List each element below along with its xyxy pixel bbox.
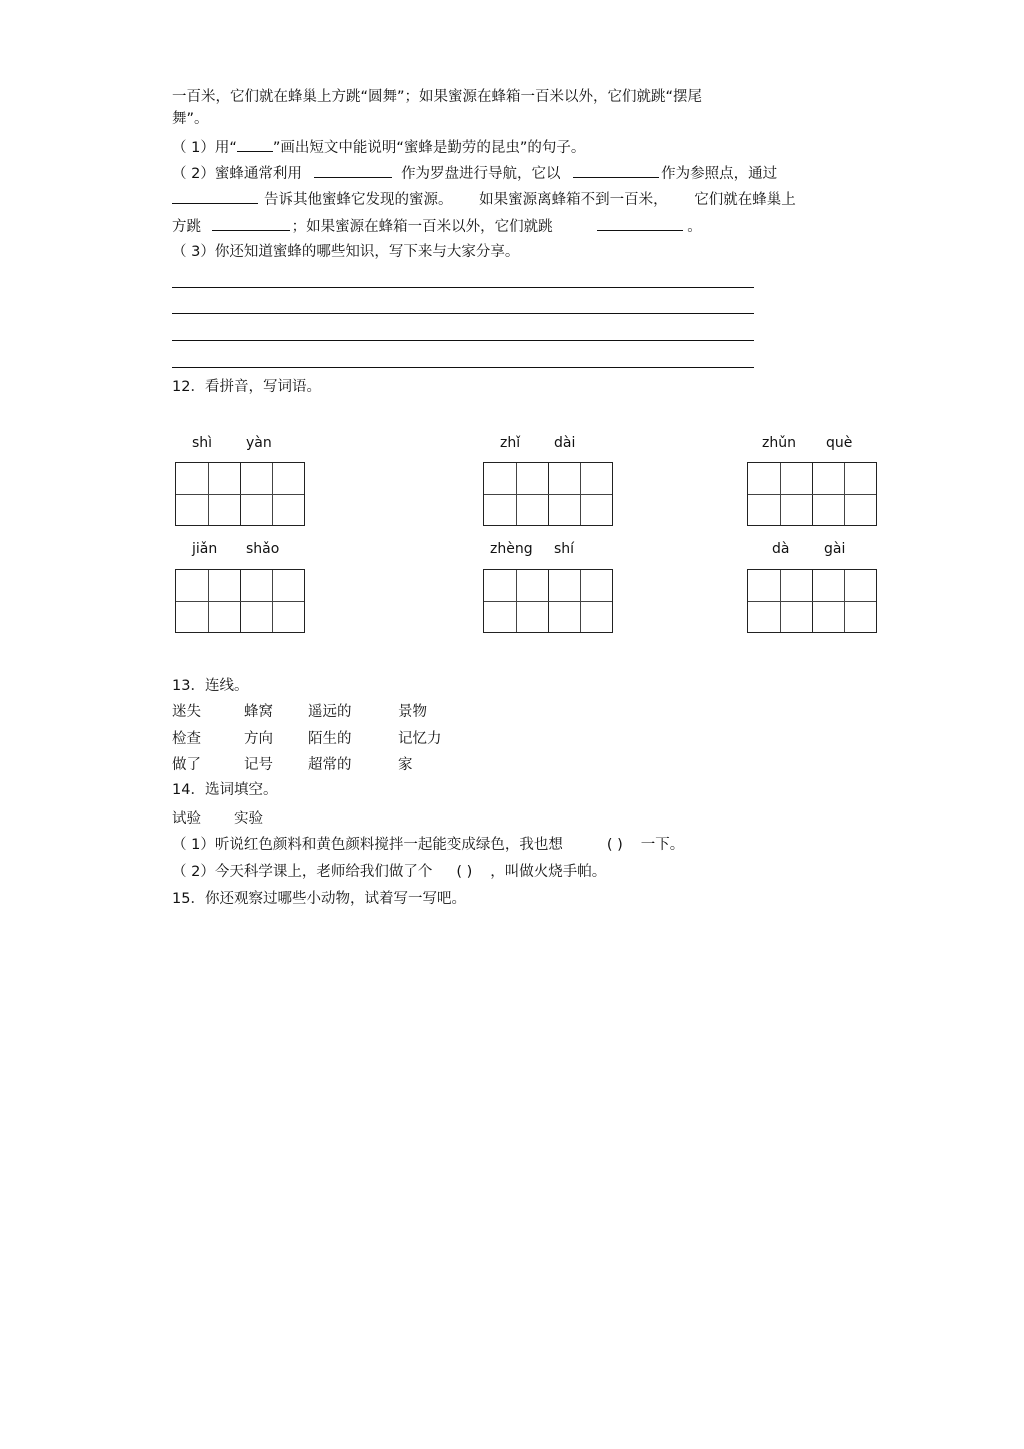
pinyin-label: zhǔn xyxy=(762,435,796,451)
answer-line-2[interactable] xyxy=(172,313,754,314)
q14-title: 14．选词填空。 xyxy=(172,782,278,798)
pinyin-label: shí xyxy=(554,541,575,557)
pinyin-label: què xyxy=(826,435,853,451)
answer-paren[interactable]: ( ) xyxy=(456,864,473,880)
q11-tail-dance-blank[interactable] xyxy=(597,216,683,231)
match-word[interactable]: 方向 xyxy=(244,731,273,747)
match-word[interactable]: 记号 xyxy=(244,757,273,773)
writing-grid-zhengshi[interactable] xyxy=(483,569,613,633)
match-word[interactable]: 记忆力 xyxy=(398,731,442,747)
match-word[interactable]: 做了 xyxy=(172,757,201,773)
writing-grid-shiyan[interactable] xyxy=(175,462,305,526)
answer-line-4[interactable] xyxy=(172,367,754,368)
q15-title: 15．你还观察过哪些小动物，试着写一写吧。 xyxy=(172,891,466,907)
passage-line-1: 一百米，它们就在蜂巢上方跳“圆舞”；如果蜜源在蜂箱一百米以外，它们就跳“摆尾 xyxy=(172,89,703,105)
q12-title: 12．看拼音，写词语。 xyxy=(172,379,321,395)
pinyin-label: zhǐ xyxy=(500,435,521,451)
match-word[interactable]: 陌生的 xyxy=(308,731,352,747)
pinyin-label: jiǎn xyxy=(192,541,218,557)
pinyin-label: dà xyxy=(772,541,790,557)
pinyin-label: shì xyxy=(192,435,213,451)
q14-sentence-2: （ 2）今天科学课上，老师给我们做了个 ( ) ，叫做火烧手帕。 xyxy=(172,864,607,880)
answer-line-3[interactable] xyxy=(172,340,754,341)
q14-sentence-1: （ 1）听说红色颜料和黄色颜料搅拌一起能变成绿色，我也想 ( ) 一下。 xyxy=(172,837,685,853)
q11-part2-line1: （ 2）蜜蜂通常利用 作为罗盘进行导航，它以 作为参照点，通过 xyxy=(172,163,777,183)
choice-word: 实验 xyxy=(234,811,263,827)
choice-word: 试验 xyxy=(172,811,201,827)
pinyin-label: dài xyxy=(554,435,576,451)
passage-line-2: 舞”。 xyxy=(172,111,209,127)
match-word[interactable]: 超常的 xyxy=(308,757,352,773)
pinyin-label: shǎo xyxy=(246,541,280,557)
q11-part2-line3: 方跳 ；如果蜜源在蜂箱一百米以外，它们就跳 。 xyxy=(172,216,702,236)
q13-title: 13．连线。 xyxy=(172,678,249,694)
match-word[interactable]: 蜂窝 xyxy=(244,704,273,720)
writing-grid-zhunque[interactable] xyxy=(747,462,877,526)
match-word[interactable]: 迷失 xyxy=(172,704,201,720)
q11-round-dance-blank[interactable] xyxy=(212,216,290,231)
writing-grid-zhidai[interactable] xyxy=(483,462,613,526)
q11-reference-blank[interactable] xyxy=(573,163,659,178)
q11-part1-blank[interactable] xyxy=(237,137,273,152)
match-word[interactable]: 检查 xyxy=(172,731,201,747)
pinyin-label: yàn xyxy=(246,435,272,451)
writing-grid-jianshao[interactable] xyxy=(175,569,305,633)
match-word[interactable]: 家 xyxy=(398,757,413,773)
match-word[interactable]: 景物 xyxy=(398,704,427,720)
pinyin-label: zhèng xyxy=(490,541,533,557)
writing-grid-dagai[interactable] xyxy=(747,569,877,633)
answer-line-1[interactable] xyxy=(172,287,754,288)
q11-part2-line2: 告诉其他蜜蜂它发现的蜜源。 如果蜜源离蜂箱不到一百米， 它们就在蜂巢上 xyxy=(172,189,796,209)
q11-part3: （ 3）你还知道蜜蜂的哪些知识，写下来与大家分享。 xyxy=(172,244,520,260)
answer-paren[interactable]: ( ) xyxy=(606,837,623,853)
match-word[interactable]: 遥远的 xyxy=(308,704,352,720)
q11-part1: （ 1）用“ ”画出短文中能说明“蜜蜂是勤劳的昆虫”的句子。 xyxy=(172,137,585,157)
q11-compass-blank[interactable] xyxy=(314,163,392,178)
pinyin-label: gài xyxy=(824,541,846,557)
q11-tell-blank[interactable] xyxy=(172,189,258,204)
